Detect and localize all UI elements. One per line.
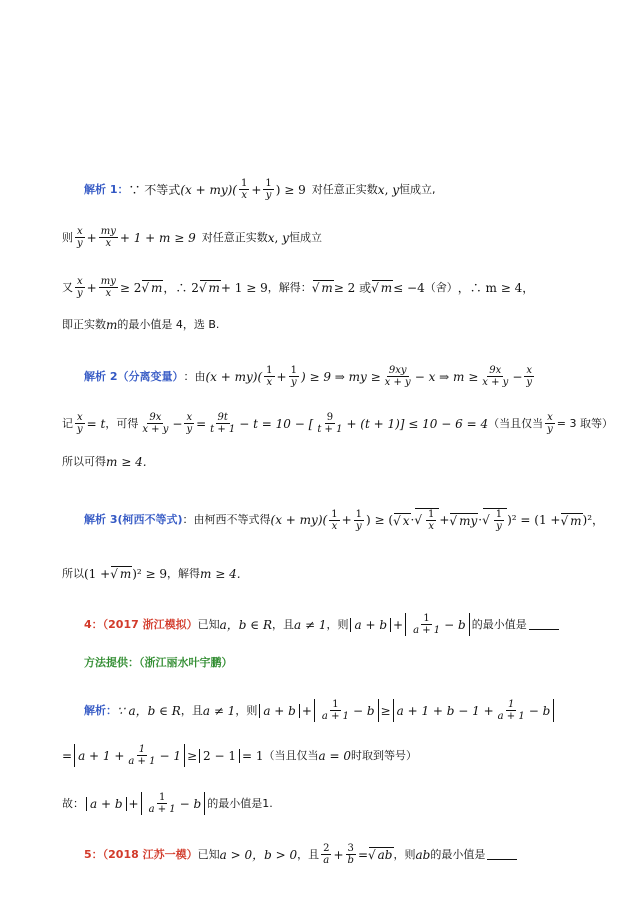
equality-condition: （当且仅当 <box>263 748 319 762</box>
min-value-text: 的最小值是 <box>471 617 527 631</box>
abs-fraction-minus-b: $\frac{1}{a + 1}$ − b <box>141 792 206 815</box>
line-9-text: 所以 <box>62 566 84 580</box>
fraction-1-over-x: $\frac{1}{x}$ <box>331 508 338 532</box>
s3-math-2: ) ≥ ( <box>366 513 394 527</box>
s4-because: ∵ a，b ∈ R <box>117 703 181 718</box>
hence-text: 故： <box>62 796 84 810</box>
fraction-1-over-y: $\frac{1}{y}$ <box>265 178 272 201</box>
equality-condition: （当且仅当 <box>488 416 544 430</box>
solution-1-label: 解析 1 <box>84 182 118 196</box>
problem-4-label: 4：（2017 浙江模拟） <box>84 617 198 631</box>
s4-ne: a ≠ 1 <box>202 703 236 718</box>
abs-2-minus-1: 2 − 1 <box>199 749 240 763</box>
or-text: ≥ 2 或 <box>333 280 372 295</box>
equals: = <box>196 416 207 431</box>
line-7 <box>62 455 602 469</box>
line-3: 又 $\frac{x}{y}$ + $\frac{my}{x}$ ≥ 2 √ m ，∴ 2 √ m + 1 ≥ 9 ，解得： √ m ≥ 2 或 √ m ≤ −4 （舍） ，∴ m ≥ 4， <box>62 276 602 299</box>
ge-2: ≥ 2 <box>119 280 142 295</box>
abs-combined: a + 1 + b − 1 + $\frac{1}{a + 1}$ − b <box>393 699 555 722</box>
fraction-my-over-x: $\frac{my}{x}$ <box>100 226 116 249</box>
s2-math-3: − x ⇒ m ≥ <box>414 369 479 384</box>
var-x: x <box>267 230 275 245</box>
solution-1-colon: ： <box>117 182 129 196</box>
solve-text: ，解得： <box>267 280 312 294</box>
equality-condition-2: 时取到等号） <box>351 748 417 762</box>
fraction-2-over-a: $\frac{2}{a}$ <box>323 843 330 866</box>
inequality-right: ) ≥ 9 <box>275 182 306 197</box>
sqrt-m: √ m <box>313 280 334 295</box>
and-text: ，且 <box>297 847 320 861</box>
fraction-x-over-y: $\frac{x}{y}$ <box>77 412 83 435</box>
reject-text: （舍） <box>424 280 458 294</box>
solution-3-line: 解析 3(柯西不等式) ：由柯西不等式得 (x + my)( $\frac{1}{x}$ + $\frac{1}{y}$ ) ≥ ( √ x · √ $\frac{1}{x}$ + √ my · √ $\frac{1}{y}$ )² = (1 + √ m )²， <box>84 508 602 532</box>
obtain-text: ，可得 <box>105 416 139 430</box>
line-9 <box>62 566 602 581</box>
line-4-answer: 的最小值是 4，选 B. <box>117 318 220 331</box>
s3-math-3: )² = (1 + <box>507 513 561 527</box>
line-9-math-1: (1 + <box>84 566 111 581</box>
and-text: ，且 <box>180 703 203 717</box>
var-ab: ab <box>415 847 431 862</box>
line-6-math-2: + (t + 1)] ≤ 10 − 6 = 4 <box>346 416 489 431</box>
then-text: ，则 <box>326 617 349 631</box>
answer-blank <box>487 849 517 860</box>
fraction-1-over-y: $\frac{1}{y}$ <box>355 508 363 532</box>
ge: ≥ <box>186 748 198 763</box>
fraction-x-over-y: $\frac{x}{y}$ <box>547 412 553 435</box>
var-x: x <box>377 182 385 197</box>
s3-math-4: )²， <box>582 513 605 527</box>
min-value-text: 的最小值是 <box>430 847 486 861</box>
line-9-math-2: )² ≥ 9 <box>132 566 168 581</box>
denote-text: 记 <box>62 416 73 430</box>
abs-a-plus-1-frac: a + 1 + $\frac{1}{a + 1}$ − 1 <box>74 744 185 767</box>
line-9-solve: ，解得 <box>167 566 201 580</box>
sqrt-m: √ m <box>372 280 393 295</box>
method-provider-label: 方法提供：（浙江丽水叶宇鹏） <box>84 656 233 669</box>
abs-a-plus-b: a + b <box>350 618 391 632</box>
line-2: 则 $\frac{x}{y}$ + $\frac{my}{x}$ + 1 + m ≥ 9 对任意正实数 x , y 恒成立 <box>62 226 322 249</box>
then-text: ，则 <box>235 703 258 717</box>
line-2-for-all: 对任意正实数 <box>201 230 268 244</box>
sqrt-m: √ m <box>561 513 582 528</box>
solution-1-line: 解析 1 ： ∵ 不等式 (x + my)( $\frac{1}{x}$ + $\frac{1}{y}$ ) ≥ 9 对任意正实数 x , y 恒成立, <box>84 178 436 201</box>
fraction-9-over-t1: $\frac{9}{t + 1}$ <box>317 412 343 435</box>
var-y: y <box>392 182 399 197</box>
fraction-9xy: $\frac{9xy}{x + y}$ <box>384 365 411 388</box>
line-4 <box>62 318 602 332</box>
line-3-final: ，∴ m ≥ 4， <box>457 280 535 295</box>
equals: = <box>357 847 368 862</box>
abs-a-plus-b: a + b <box>86 797 127 811</box>
because-text: ∵ 不等式 <box>128 182 181 197</box>
fraction-x-over-y: $\frac{x}{y}$ <box>77 276 83 299</box>
sqrt-ab: √ ab <box>369 847 394 862</box>
problem-5-label: 5：（2018 江苏一模） <box>84 847 198 861</box>
also-text: 又 <box>62 280 73 294</box>
line-4-text: 即正实数 <box>62 318 106 331</box>
abs-a-plus-b: a + b <box>259 704 300 718</box>
problem-5-line: 5：（2018 江苏一模） 已知 a > 0，b > 0 ，且 $\frac{2}{a}$ + $\frac{3}{b}$ = √ ab ，则 ab 的最小值是 <box>84 843 602 866</box>
line-2-holds: 恒成立 <box>288 230 322 244</box>
sqrt-m: √ m <box>142 280 163 295</box>
line-6-math: − t = 10 − [ <box>239 416 314 431</box>
ge: ≥ <box>380 703 391 718</box>
solution-2-label: 解析 2（分离变量） <box>84 369 184 383</box>
var-m: m <box>106 318 118 332</box>
sqrt-m: √ m <box>111 566 132 581</box>
and-text: ，且 <box>272 617 294 631</box>
sqrt-1-over-y: √ $\frac{1}{y}$ <box>483 508 507 532</box>
line-13 <box>62 744 602 767</box>
solution-4-label: 解析： <box>84 703 117 717</box>
p5-conditions: a > 0，b > 0 <box>219 847 298 862</box>
minus: − <box>172 416 183 431</box>
solution-3-text: ：由柯西不等式得 <box>182 513 271 526</box>
sqrt-m: √ m <box>200 280 221 295</box>
therefore-text: ，∴ 2 <box>163 280 199 295</box>
holds-text: 恒成立, <box>398 182 436 196</box>
fraction-1-over-x: $\frac{1}{x}$ <box>240 178 248 201</box>
line-14: 故： a + b + $\frac{1}{a + 1}$ − b 的最小值是1. <box>62 792 273 815</box>
solution-3-label: 解析 3(柯西不等式) <box>84 513 183 526</box>
for-all-text: 对任意正实数 <box>311 182 378 196</box>
fraction-x-over-y: $\frac{x}{y}$ <box>186 412 193 435</box>
given-text: 已知 <box>197 617 220 631</box>
le-text: ≤ −4 <box>393 280 425 295</box>
var-y: y <box>282 230 289 245</box>
eq-t: = t <box>86 416 106 431</box>
result-1: = 1 <box>242 748 264 763</box>
sqrt-x: √ x <box>394 513 410 528</box>
solution-4-line: 解析： ∵ a，b ∈ R ，且 a ≠ 1 ，则 a + b + $\frac{1}{a + 1}$ − b ≥ a + 1 + b − 1 + $\frac{1}{a + 1}$ − b <box>84 699 602 722</box>
line-6 <box>62 412 613 435</box>
inequality-left: (x + my)( <box>180 182 237 197</box>
fraction-9x: $\frac{9x}{x + y}$ <box>482 365 509 388</box>
method-provider-line <box>84 656 602 670</box>
solution-2-line: 解析 2（分离变量） ：由 (x + my)( $\frac{1}{x}$ + $\frac{1}{y}$ ) ≥ 9 ⇒ my ≥ $\frac{9xy}{x + y}$ − x ⇒ m ≥ $\frac{9x}{x + y}$ − $\frac{x}{y}$ <box>84 365 533 388</box>
fraction-3-over-b: $\frac{3}{b}$ <box>347 843 354 866</box>
abs-fraction-minus-b: $\frac{1}{a + 1}$ − b <box>405 613 470 636</box>
problem-4-line: 4：（2017 浙江模拟） 已知 a，b ∈ R ，且 a ≠ 1 ，则 a + b + $\frac{1}{a + 1}$ − b 的最小值是 <box>84 613 602 636</box>
line-3-math: + 1 ≥ 9 <box>220 280 268 295</box>
fraction-9t: $\frac{9t}{t + 1}$ <box>210 412 236 435</box>
s3-math-1: (x + my)( <box>270 513 328 527</box>
then-text: 则 <box>62 230 73 244</box>
sqrt-my: √ my <box>450 513 478 528</box>
line-9-result: m ≥ 4. <box>200 566 241 581</box>
fraction-1-over-x: $\frac{1}{x}$ <box>266 365 273 388</box>
sqrt-1-over-x: √ $\frac{1}{x}$ <box>415 508 439 532</box>
s2-math-1: (x + my)( <box>205 369 263 384</box>
fraction-9x: $\frac{9x}{x + y}$ <box>142 412 169 435</box>
p4-ne: a ≠ 1 <box>294 617 327 632</box>
line-7-math: m ≥ 4. <box>106 455 147 469</box>
equals: = <box>62 748 73 763</box>
abs-fraction-minus-b: $\frac{1}{a + 1}$ − b <box>314 699 379 722</box>
solution-2-text: ：由 <box>183 369 206 383</box>
fraction-x-over-y: $\frac{x}{y}$ <box>526 365 533 388</box>
line-7-text: 所以可得 <box>62 455 106 468</box>
fraction-my-over-x: $\frac{my}{x}$ <box>100 276 116 299</box>
then-text: ，则 <box>393 847 416 861</box>
line-2-math: + 1 + m ≥ 9 <box>119 230 196 245</box>
s2-math-2: ) ≥ 9 ⇒ my ≥ <box>300 369 381 384</box>
a-eq-0: a = 0 <box>318 748 351 763</box>
given-text: 已知 <box>197 847 220 861</box>
fraction-x-over-y: $\frac{x}{y}$ <box>77 226 83 249</box>
fraction-1-over-y: $\frac{1}{y}$ <box>290 365 297 388</box>
s2-minus: − <box>512 369 523 384</box>
min-value-result: 的最小值是1. <box>207 796 273 810</box>
equality-condition-2: = 3 取等） <box>556 416 613 430</box>
p4-ab: a，b ∈ R <box>219 617 272 632</box>
answer-blank <box>529 619 559 630</box>
